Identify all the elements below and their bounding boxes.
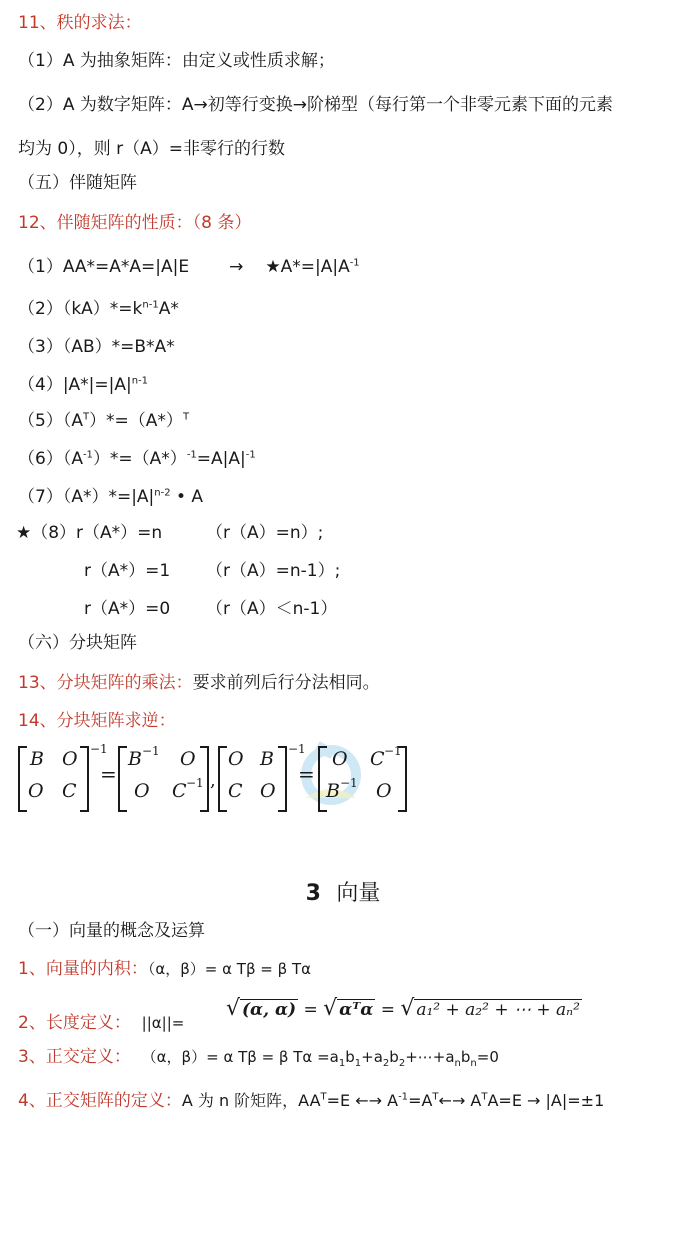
section-6: （六）分块矩阵 [18,633,137,653]
property-1b: ★A*=|A|A [265,257,350,277]
heading-13-text: 要求前列后行分法相同。 [192,673,380,693]
property-5 [18,410,189,432]
property-1 [18,256,360,278]
heading-11: 11、秩的求法： [18,13,142,33]
heading-13-label: 13、分块矩阵的乘法： [18,673,193,693]
sup: T [182,411,190,423]
property-2b: A* [158,299,179,319]
chapter-title [0,876,686,907]
property-6a: （6）（A [18,449,83,469]
property-6b: ）*=（A*） [92,449,187,469]
matrix-entry: C [62,780,77,802]
equals-sign: = [298,762,315,786]
property-7b: • A [176,487,204,507]
matrix-entry: O [260,780,276,802]
vector-4-text: =E ←→ A [326,1091,399,1110]
matrix-entry: O [134,780,150,802]
inverse-exponent: −1 [288,742,306,756]
rank-method-2b: 均为 0），则 r（A）=非零行的行数 [18,139,285,159]
section-vector-1: （一）向量的概念及运算 [18,921,205,941]
matrix-entry: B [128,748,142,770]
inverse-exponent: −1 [340,776,358,790]
bracket-left [218,746,227,812]
property-7a: （7）（A*）*=|A| [18,487,155,507]
vector-4-label: 4、正交矩阵的定义： [18,1091,182,1111]
property-5b: ）*=（A*） [89,411,183,431]
vector-2-text: ||α||= [141,1014,185,1032]
matrix-entry: O [228,748,244,770]
sup: T [82,411,90,423]
bracket-left [18,746,27,812]
vector-orthogonal: 3、正交定义： （α，β）= α Tβ = β $T\alpha =a_1b_1+a_2b_2+\cdots+a_nb_n=0$ [18,1047,499,1069]
sup: n-1 [131,375,149,387]
orthogonal-matrix: 4、正交矩阵的定义：A 为 n 阶矩阵，$AA^T=E$ ←→ $A^{-1}=A^T\leftarrow\to A^TA=E \to |A|=\pm 1$ [18,1091,605,1111]
property-5a: （5）（A [18,411,83,431]
property-8c: r（A*）=0 [84,599,171,619]
property-2a: （2）（kA）*=k [18,299,143,319]
inverse-exponent: −1 [90,742,108,756]
sup: -1 [82,449,93,461]
vector-4-text: ←→ A [438,1091,482,1110]
matrix-entry: B [326,780,340,802]
matrix-entry: C [370,748,385,770]
arrow: → [229,257,244,277]
vector-4-text: =A [408,1091,433,1110]
bracket-right [398,746,407,812]
property-8c-right: （r（A）＜n-1） [206,599,338,619]
inverse-exponent: −1 [384,744,402,758]
property-1a: （1）AA*=A*A=|A|E [18,257,190,277]
property-3: （3）（AB）*=B*A* [18,337,175,357]
matrix-entry: O [332,748,348,770]
matrix-entry: B [260,748,274,770]
property-4 [18,374,148,396]
inverse-exponent: −1 [186,776,204,790]
vector-inner-product [18,958,311,980]
property-7 [18,486,203,508]
matrix-entry: O [376,780,392,802]
property-8a-right: （r（A）=n）; [206,523,324,543]
property-8b: r（A*）=1 [84,561,171,581]
bracket-right [80,746,89,812]
chapter-number: 3 [305,881,321,906]
sqrt-inner: αᵀα [339,1000,374,1020]
equals-sign: = [100,762,117,786]
vector-4-text: A=E → |A|=±1 [487,1091,605,1110]
sup: -1 [186,449,197,461]
property-8a-left: ★（8）r（A*）=n [16,523,163,543]
matrix-entry: O [62,748,78,770]
sup: -1 [245,449,256,461]
matrix-entry: O [180,748,196,770]
vector-length [18,1012,184,1034]
vector-1-label: 1、向量的内积： [18,959,148,979]
heading-14: 14、分块矩阵求逆： [18,711,176,731]
property-6c: =A|A| [196,449,246,469]
sup: n-2 [154,487,171,499]
vector-2-label: 2、长度定义： [18,1013,131,1033]
bracket-right [200,746,209,812]
property-8b-right: （r（A）=n-1）; [206,561,341,581]
property-8a [16,522,162,544]
section-5: （五）伴随矩阵 [18,173,137,193]
sup: -1 [349,257,360,269]
bracket-left [118,746,127,812]
sqrt-inner: (α, α) [242,1000,297,1020]
matrix-entry: C [172,780,187,802]
comma: , [210,770,216,791]
matrix-entry: C [228,780,243,802]
bracket-right [278,746,287,812]
sup: n-1 [142,299,159,311]
property-2 [18,298,179,320]
sqrt-inner: a₁² + a₂² + ⋯ + aₙ² [416,1000,580,1020]
property-6 [18,448,256,470]
rank-method-1: （1）A 为抽象矩阵：由定义或性质求解； [18,51,335,71]
block-inverse-formula [0,740,686,820]
vector-1-text: （α，β）= α Tβ = β Tα [147,960,312,978]
inverse-exponent: −1 [142,744,160,758]
chapter-name: 向量 [336,881,381,906]
matrix-entry: B [30,748,44,770]
matrix-entry: O [28,780,44,802]
length-formula: √ (α, α) = √ αᵀα = √ a₁² + a₂² + ⋯ + aₙ² [226,1000,582,1020]
rank-method-2a: （2）A 为数字矩阵：A→初等行变换→阶梯型（每行第一个非零元素下面的元素 [18,95,613,115]
vector-3-text: （α，β）= α Tβ = β Tα =a [141,1048,339,1066]
heading-12: 12、伴随矩阵的性质：（8 条） [18,213,252,233]
bracket-left [318,746,327,812]
heading-13 [18,672,380,694]
property-4a: （4）|A*|=|A| [18,375,132,395]
vector-4-text: A 为 n 阶矩阵，AA [181,1091,321,1110]
vector-3-label: 3、正交定义： [18,1047,131,1067]
